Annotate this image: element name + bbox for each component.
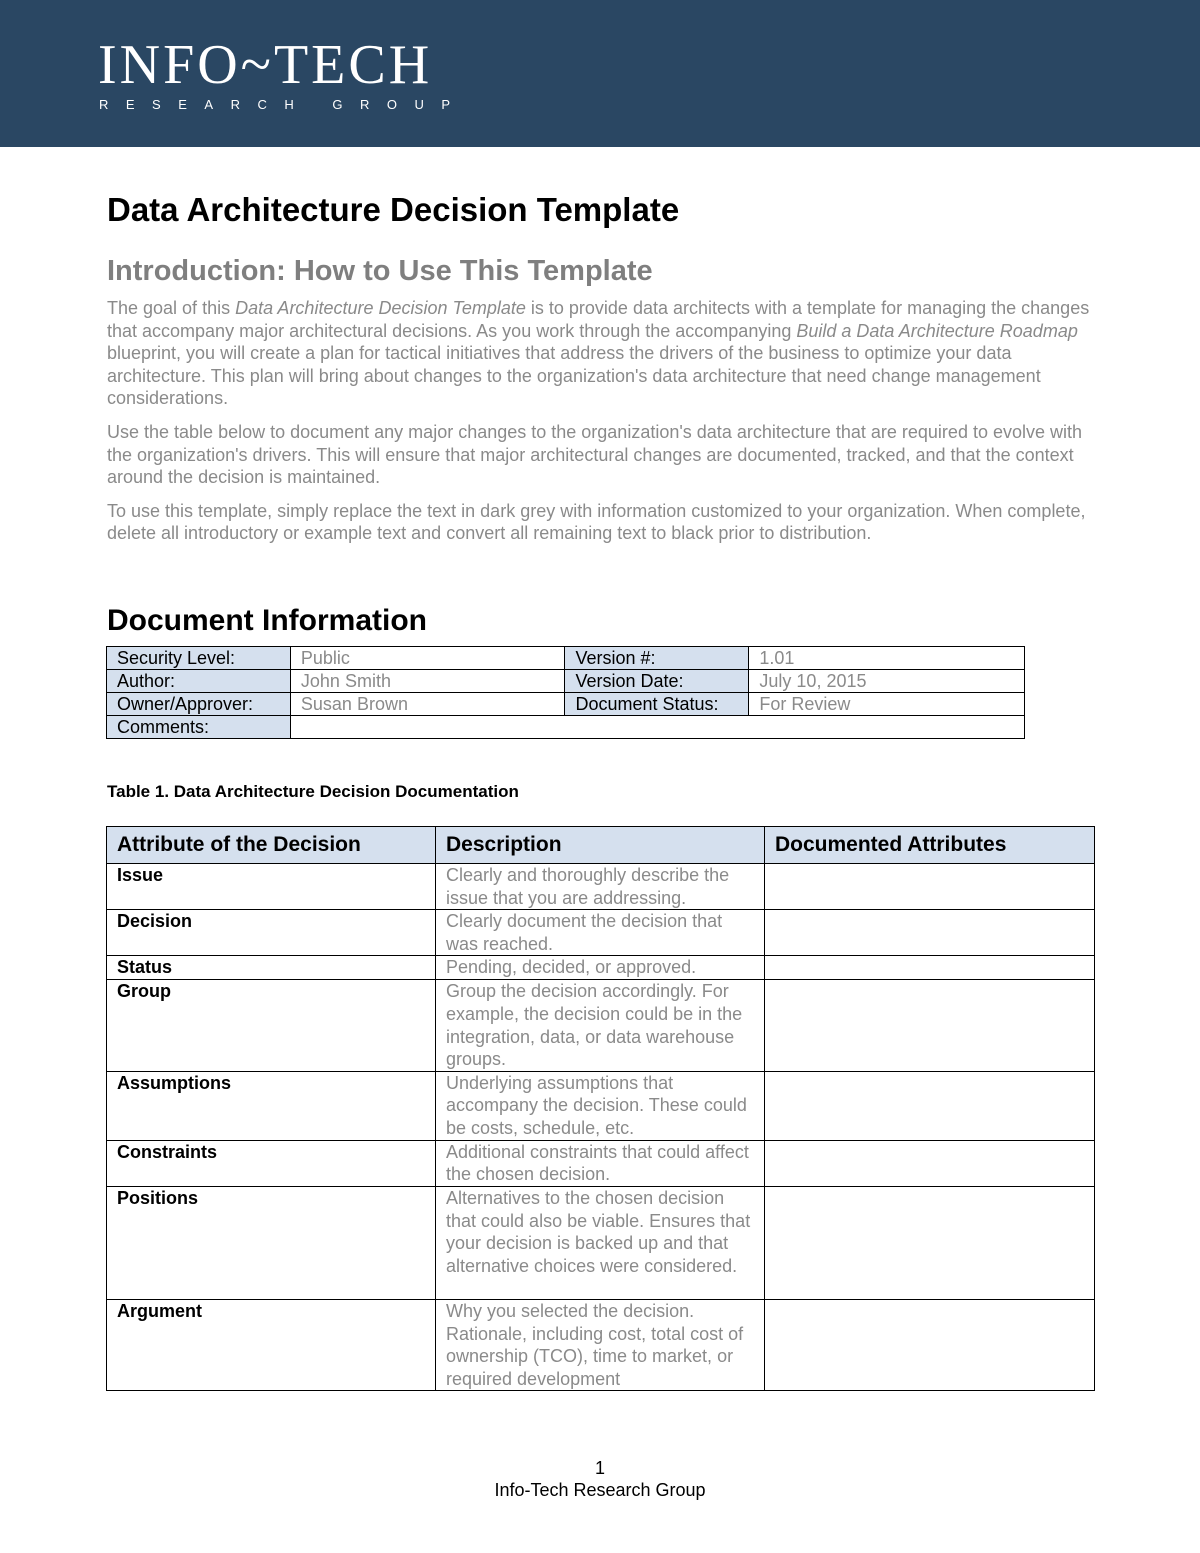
description-cell: Clearly and thoroughly describe the issue that you are addressing. [436, 864, 765, 910]
logo-subtitle: RESEARCH GROUP [99, 97, 468, 112]
description-cell: Why you selected the decision. Rationale, including cost, total cost of ownership (TCO), time to market, or required development [436, 1299, 765, 1390]
documented-cell[interactable] [765, 1186, 1095, 1299]
header-description: Description [436, 827, 765, 864]
attribute-cell: Decision [107, 910, 436, 956]
info-tech-logo: INFO~TECH [98, 34, 433, 96]
author-label: Author: [107, 670, 291, 693]
table-row [107, 956, 1095, 980]
version-value[interactable]: 1.01 [749, 647, 1025, 670]
document-info-table [106, 646, 1025, 739]
intro-paragraph-2: Use the table below to document any major changes to the organization's data architecture that are required to evolve with the organization's drivers. This will ensure that major architectural changes are documented, tracked, and that the context around the decision is maintained. [107, 421, 1083, 488]
intro-heading: Introduction: How to Use This Template [107, 255, 653, 287]
description-cell: Pending, decided, or approved. [436, 956, 765, 980]
document-title: Data Architecture Decision Template [107, 191, 680, 228]
table-row [107, 1140, 1095, 1186]
intro-paragraph-1 [107, 297, 1092, 410]
footer-organization: Info-Tech Research Group [494, 1480, 706, 1500]
description-cell: Additional constraints that could affect the chosen decision. [436, 1140, 765, 1186]
attribute-cell: Positions [107, 1186, 436, 1299]
documented-cell[interactable] [765, 1299, 1095, 1390]
decision-documentation-table [106, 826, 1095, 1391]
header-attribute: Attribute of the Decision [107, 827, 436, 864]
security-level-value[interactable]: Public [290, 647, 565, 670]
table-row [107, 1299, 1095, 1390]
attribute-cell: Group [107, 980, 436, 1071]
table-row [107, 910, 1095, 956]
author-value[interactable]: John Smith [290, 670, 565, 693]
attribute-cell: Argument [107, 1299, 436, 1390]
table-caption: Table 1. Data Architecture Decision Documentation [107, 782, 519, 801]
documented-cell[interactable] [765, 980, 1095, 1071]
attribute-cell: Status [107, 956, 436, 980]
document-status-value[interactable]: For Review [749, 693, 1025, 716]
info-row-owner [107, 693, 1025, 716]
documented-cell[interactable] [765, 1071, 1095, 1140]
description-cell: Underlying assumptions that accompany the decision. These could be costs, schedule, etc. [436, 1071, 765, 1140]
intro-p1-blueprint-name: Build a Data Architecture Roadmap [796, 320, 1078, 341]
intro-p1-text-e: blueprint, you will create a plan for tactical initiatives that address the drivers of the business to optimize your data architecture. This plan will bring about changes to the organization's data architecture that need change management considerations. [107, 343, 1041, 409]
intro-p1-template-name: Data Architecture Decision Template [235, 298, 526, 318]
header-documented-attributes: Documented Attributes [765, 827, 1095, 864]
documented-cell[interactable] [765, 1140, 1095, 1186]
description-cell: Clearly document the decision that was reached. [436, 910, 765, 956]
table-row [107, 1071, 1095, 1140]
info-row-comments [107, 716, 1025, 739]
version-date-label: Version Date: [565, 670, 749, 693]
documented-cell[interactable] [765, 956, 1095, 980]
intro-p1-text-a: The goal of this [107, 298, 236, 318]
table-row [107, 980, 1095, 1071]
intro-body [107, 297, 1092, 556]
document-information-heading: Document Information [107, 604, 427, 637]
intro-p1-text-c: is to provide data architects with a template for managing the changes that accompany major architectural decisions. As you work through the accompanying [107, 298, 1090, 341]
info-row-author [107, 670, 1025, 693]
comments-value[interactable] [290, 716, 1024, 739]
info-row-security [107, 647, 1025, 670]
document-status-label: Document Status: [565, 693, 749, 716]
intro-paragraph-3: To use this template, simply replace the text in dark grey with information customized to your organization. When complete, delete all introductory or example text and convert all remaining text to black prior to distribution. [107, 500, 1086, 544]
table-row [107, 864, 1095, 910]
description-cell: Alternatives to the chosen decision that could also be viable. Ensures that your decision is backed up and that alternative choices were considered. [436, 1186, 765, 1299]
security-level-label: Security Level: [107, 647, 291, 670]
attribute-cell: Issue [107, 864, 436, 910]
version-label: Version #: [565, 647, 749, 670]
owner-label: Owner/Approver: [107, 693, 291, 716]
version-date-value[interactable]: July 10, 2015 [749, 670, 1025, 693]
description-cell: Group the decision accordingly. For example, the decision could be in the integration, data, or data warehouse groups. [436, 980, 765, 1071]
page-number: 1 [594, 1458, 605, 1478]
attribute-cell: Assumptions [107, 1071, 436, 1140]
documented-cell[interactable] [765, 910, 1095, 956]
table-row [107, 1186, 1095, 1299]
owner-value[interactable]: Susan Brown [290, 693, 565, 716]
comments-label: Comments: [107, 716, 291, 739]
attribute-cell: Constraints [107, 1140, 436, 1186]
documented-cell[interactable] [765, 864, 1095, 910]
header-banner [0, 0, 1200, 147]
table-header-row [107, 827, 1095, 864]
